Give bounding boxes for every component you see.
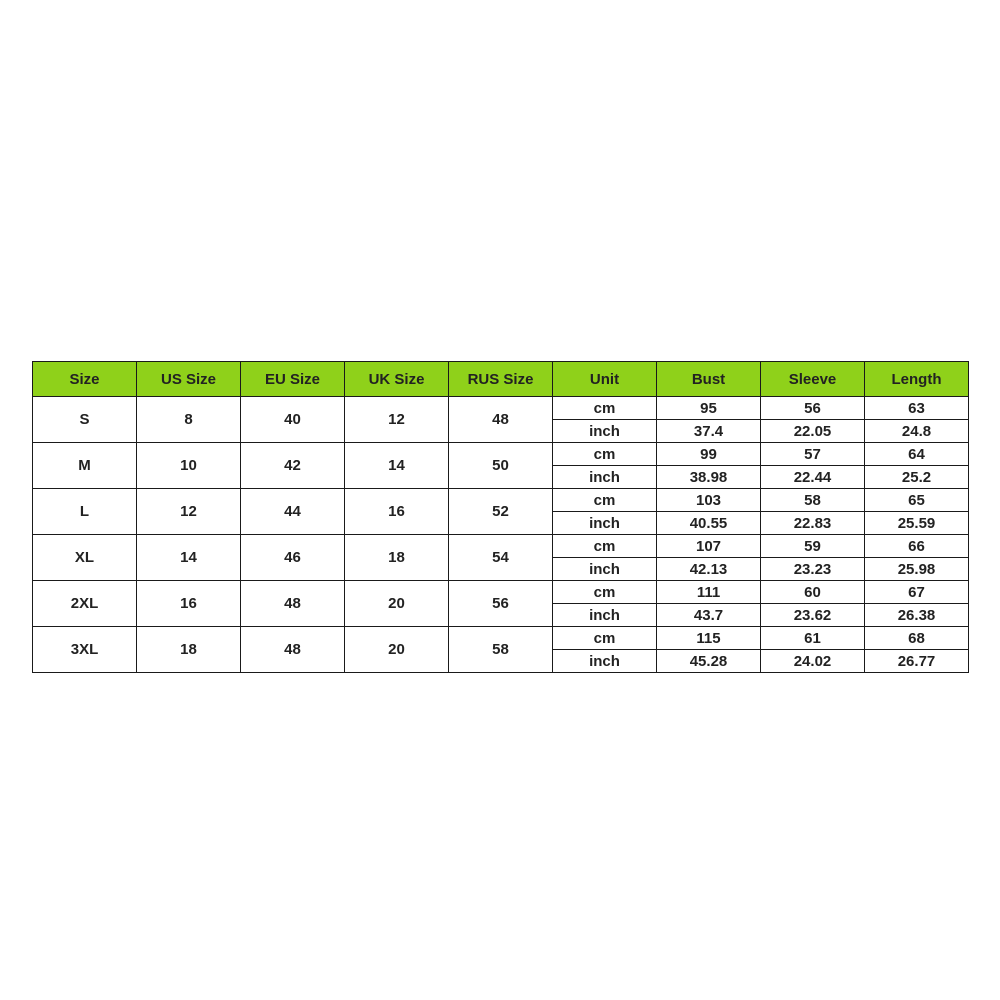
header-rus-size: RUS Size: [449, 362, 553, 397]
bust-cell: 38.98: [657, 466, 761, 489]
bust-cell: 42.13: [657, 558, 761, 581]
bust-cell: 115: [657, 627, 761, 650]
sleeve-cell: 57: [761, 443, 865, 466]
bust-cell: 99: [657, 443, 761, 466]
eu-size-cell: 46: [241, 535, 345, 581]
rus-size-cell: 54: [449, 535, 553, 581]
length-cell: 25.98: [865, 558, 969, 581]
sleeve-cell: 23.62: [761, 604, 865, 627]
eu-size-cell: 40: [241, 397, 345, 443]
unit-cell: inch: [553, 420, 657, 443]
header-unit: Unit: [553, 362, 657, 397]
rus-size-cell: 52: [449, 489, 553, 535]
length-cell: 64: [865, 443, 969, 466]
eu-size-cell: 42: [241, 443, 345, 489]
unit-cell: cm: [553, 627, 657, 650]
unit-cell: inch: [553, 466, 657, 489]
uk-size-cell: 20: [345, 581, 449, 627]
uk-size-cell: 12: [345, 397, 449, 443]
uk-size-cell: 18: [345, 535, 449, 581]
uk-size-cell: 14: [345, 443, 449, 489]
bust-cell: 103: [657, 489, 761, 512]
sleeve-cell: 56: [761, 397, 865, 420]
eu-size-cell: 48: [241, 581, 345, 627]
sleeve-cell: 22.83: [761, 512, 865, 535]
bust-cell: 37.4: [657, 420, 761, 443]
header-size: Size: [33, 362, 137, 397]
length-cell: 65: [865, 489, 969, 512]
length-cell: 24.8: [865, 420, 969, 443]
rus-size-cell: 48: [449, 397, 553, 443]
unit-cell: cm: [553, 535, 657, 558]
sleeve-cell: 24.02: [761, 650, 865, 673]
header-us-size: US Size: [137, 362, 241, 397]
eu-size-cell: 48: [241, 627, 345, 673]
unit-cell: inch: [553, 604, 657, 627]
table-row: [33, 489, 969, 512]
unit-cell: cm: [553, 581, 657, 604]
us-size-cell: 14: [137, 535, 241, 581]
header-uk-size: UK Size: [345, 362, 449, 397]
sleeve-cell: 58: [761, 489, 865, 512]
size-cell: M: [33, 443, 137, 489]
bust-cell: 107: [657, 535, 761, 558]
table-body: [33, 397, 969, 673]
table-row: [33, 443, 969, 466]
length-cell: 26.38: [865, 604, 969, 627]
uk-size-cell: 16: [345, 489, 449, 535]
rus-size-cell: 50: [449, 443, 553, 489]
length-cell: 66: [865, 535, 969, 558]
size-cell: L: [33, 489, 137, 535]
table-row: [33, 535, 969, 558]
table-header: [33, 362, 969, 397]
header-bust: Bust: [657, 362, 761, 397]
uk-size-cell: 20: [345, 627, 449, 673]
rus-size-cell: 56: [449, 581, 553, 627]
unit-cell: inch: [553, 650, 657, 673]
sleeve-cell: 22.44: [761, 466, 865, 489]
us-size-cell: 12: [137, 489, 241, 535]
rus-size-cell: 58: [449, 627, 553, 673]
header-sleeve: Sleeve: [761, 362, 865, 397]
length-cell: 68: [865, 627, 969, 650]
bust-cell: 95: [657, 397, 761, 420]
bust-cell: 43.7: [657, 604, 761, 627]
us-size-cell: 10: [137, 443, 241, 489]
size-chart-table: [32, 361, 969, 673]
bust-cell: 40.55: [657, 512, 761, 535]
us-size-cell: 8: [137, 397, 241, 443]
length-cell: 25.2: [865, 466, 969, 489]
length-cell: 25.59: [865, 512, 969, 535]
table-row: [33, 627, 969, 650]
header-eu-size: EU Size: [241, 362, 345, 397]
header-row: [33, 362, 969, 397]
header-length: Length: [865, 362, 969, 397]
unit-cell: inch: [553, 512, 657, 535]
unit-cell: cm: [553, 397, 657, 420]
sleeve-cell: 61: [761, 627, 865, 650]
length-cell: 67: [865, 581, 969, 604]
bust-cell: 111: [657, 581, 761, 604]
us-size-cell: 18: [137, 627, 241, 673]
length-cell: 26.77: [865, 650, 969, 673]
unit-cell: cm: [553, 443, 657, 466]
size-cell: 3XL: [33, 627, 137, 673]
length-cell: 63: [865, 397, 969, 420]
eu-size-cell: 44: [241, 489, 345, 535]
unit-cell: inch: [553, 558, 657, 581]
size-cell: S: [33, 397, 137, 443]
sleeve-cell: 22.05: [761, 420, 865, 443]
sleeve-cell: 59: [761, 535, 865, 558]
sleeve-cell: 60: [761, 581, 865, 604]
unit-cell: cm: [553, 489, 657, 512]
size-cell: 2XL: [33, 581, 137, 627]
us-size-cell: 16: [137, 581, 241, 627]
size-cell: XL: [33, 535, 137, 581]
table-row: [33, 581, 969, 604]
sleeve-cell: 23.23: [761, 558, 865, 581]
bust-cell: 45.28: [657, 650, 761, 673]
table-row: [33, 397, 969, 420]
